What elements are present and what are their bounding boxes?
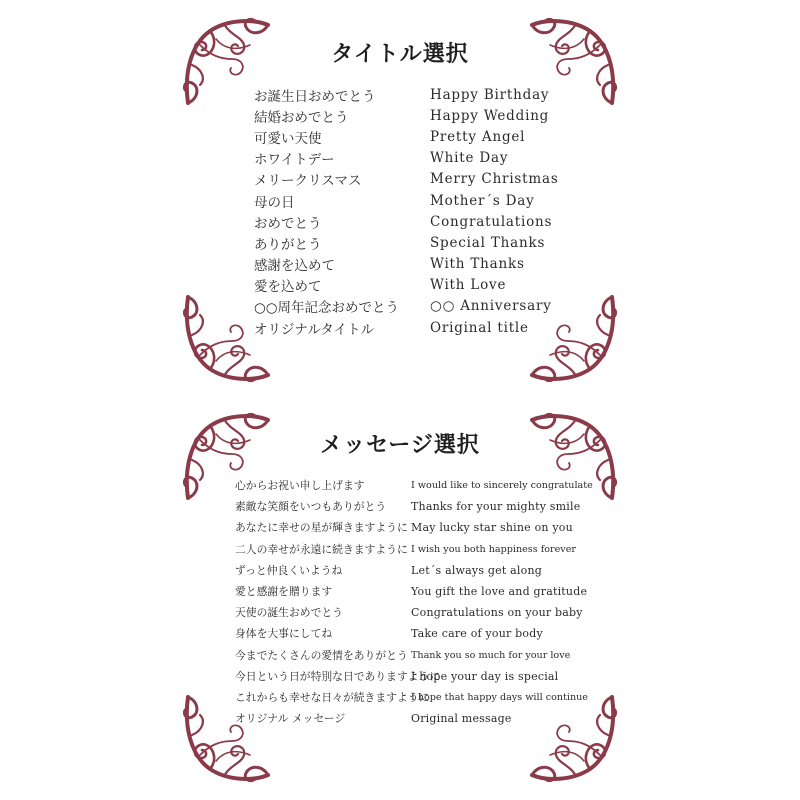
option-label-en: Congratulations [430,213,553,230]
list-item[interactable] [180,84,620,105]
option-label-en: Pretty Angel [430,128,526,145]
list-item[interactable] [180,275,620,296]
option-label-en: I wish you both happiness forever [411,543,576,555]
option-label-en: Happy Wedding [430,107,550,124]
list-item[interactable] [180,687,620,708]
option-label-en: White Day [430,150,509,167]
list-item[interactable] [180,148,620,169]
option-label-jp: メリークリスマス [254,173,362,190]
option-label-en: I hope your day is special [411,669,559,683]
option-label-jp: 愛と感謝を贈ります [235,585,333,599]
option-label-en: Congratulations on your baby [411,606,583,620]
option-label-jp: 今までたくさんの愛情をありがとう [235,648,408,662]
option-label-jp: これからも幸せな日々が続きますように [235,690,430,704]
list-item[interactable] [180,623,620,644]
message-option-list [180,475,620,729]
option-label-jp: あなたに幸せの星が輝きますように [235,521,408,535]
section-heading: タイトル選択 [331,42,469,67]
list-item[interactable] [180,581,620,602]
option-label-jp: 愛を込めて [254,279,322,296]
option-label-jp: ありがとう [254,236,322,253]
option-label-jp: オリジナルタイトル [254,321,375,338]
option-label-en: May lucky star shine on you [411,521,573,535]
option-label-jp: お誕生日おめでとう [254,88,376,105]
option-label-en: I hope that happy days will continue [411,691,588,703]
option-label-jp: オリジナル メッセージ [235,712,346,726]
option-label-jp: 天使の誕生おめでとう [235,606,343,620]
option-label-jp: ずっと仲良くいようね [235,563,343,577]
list-item[interactable] [180,317,620,338]
list-item[interactable] [180,475,620,496]
list-item[interactable] [180,211,620,232]
option-label-en: Mother´s Day [430,192,535,209]
list-item[interactable] [180,560,620,581]
list-item[interactable] [180,126,620,147]
list-item[interactable] [180,190,620,211]
list-item[interactable] [180,666,620,687]
list-item[interactable] [180,602,620,623]
option-label-en: Original message [411,712,512,726]
option-label-en: Take care of your body [411,627,543,641]
title-selection-card [180,15,620,385]
list-item[interactable] [180,517,620,538]
option-label-en: Original title [430,319,529,336]
list-item[interactable] [180,296,620,317]
option-label-jp: 二人の幸せが永遠に続きますように [235,542,408,556]
option-label-en: Happy Birthday [430,86,550,103]
section-heading: メッセージ選択 [320,433,480,458]
option-label-jp: おめでとう [254,215,322,232]
list-item[interactable] [180,496,620,517]
list-item[interactable] [180,254,620,275]
option-label-en: Thank you so much for your love [411,649,571,661]
list-item[interactable] [180,105,620,126]
list-item[interactable] [180,645,620,666]
option-label-en: I would like to sincerely congratulate [411,480,593,492]
option-label-jp: 身体を大事にしてね [235,627,333,641]
option-label-en: Thanks for your mighty smile [411,500,581,514]
option-label-en: With Love [430,277,507,294]
list-item[interactable] [180,232,620,253]
option-label-en: Special Thanks [430,234,546,251]
list-item[interactable] [180,539,620,560]
option-label-jp: 可愛い天使 [254,130,322,147]
option-label-jp: 結婚おめでとう [254,109,349,126]
option-label-en: With Thanks [430,256,525,273]
option-label-jp: 母の日 [254,194,295,211]
title-option-list [180,84,620,338]
message-selection-card [180,410,620,785]
option-label-jp: ○○周年記念おめでとう [254,300,400,317]
option-label-en: You gift the love and gratitude [411,585,588,599]
list-item[interactable] [180,169,620,190]
option-label-jp: 素敵な笑顔をいつもありがとう [235,500,387,514]
option-label-jp: 心からお祝い申し上げます [235,479,365,493]
option-label-en: ○○ Anniversary [430,298,552,315]
option-label-en: Merry Christmas [430,171,559,188]
option-label-jp: ホワイトデー [254,152,335,169]
list-item[interactable] [180,708,620,729]
option-label-jp: 今日という日が特別な日でありますように [235,669,441,683]
option-label-en: Let´s always get along [411,563,542,577]
option-label-jp: 感謝を込めて [254,258,335,275]
